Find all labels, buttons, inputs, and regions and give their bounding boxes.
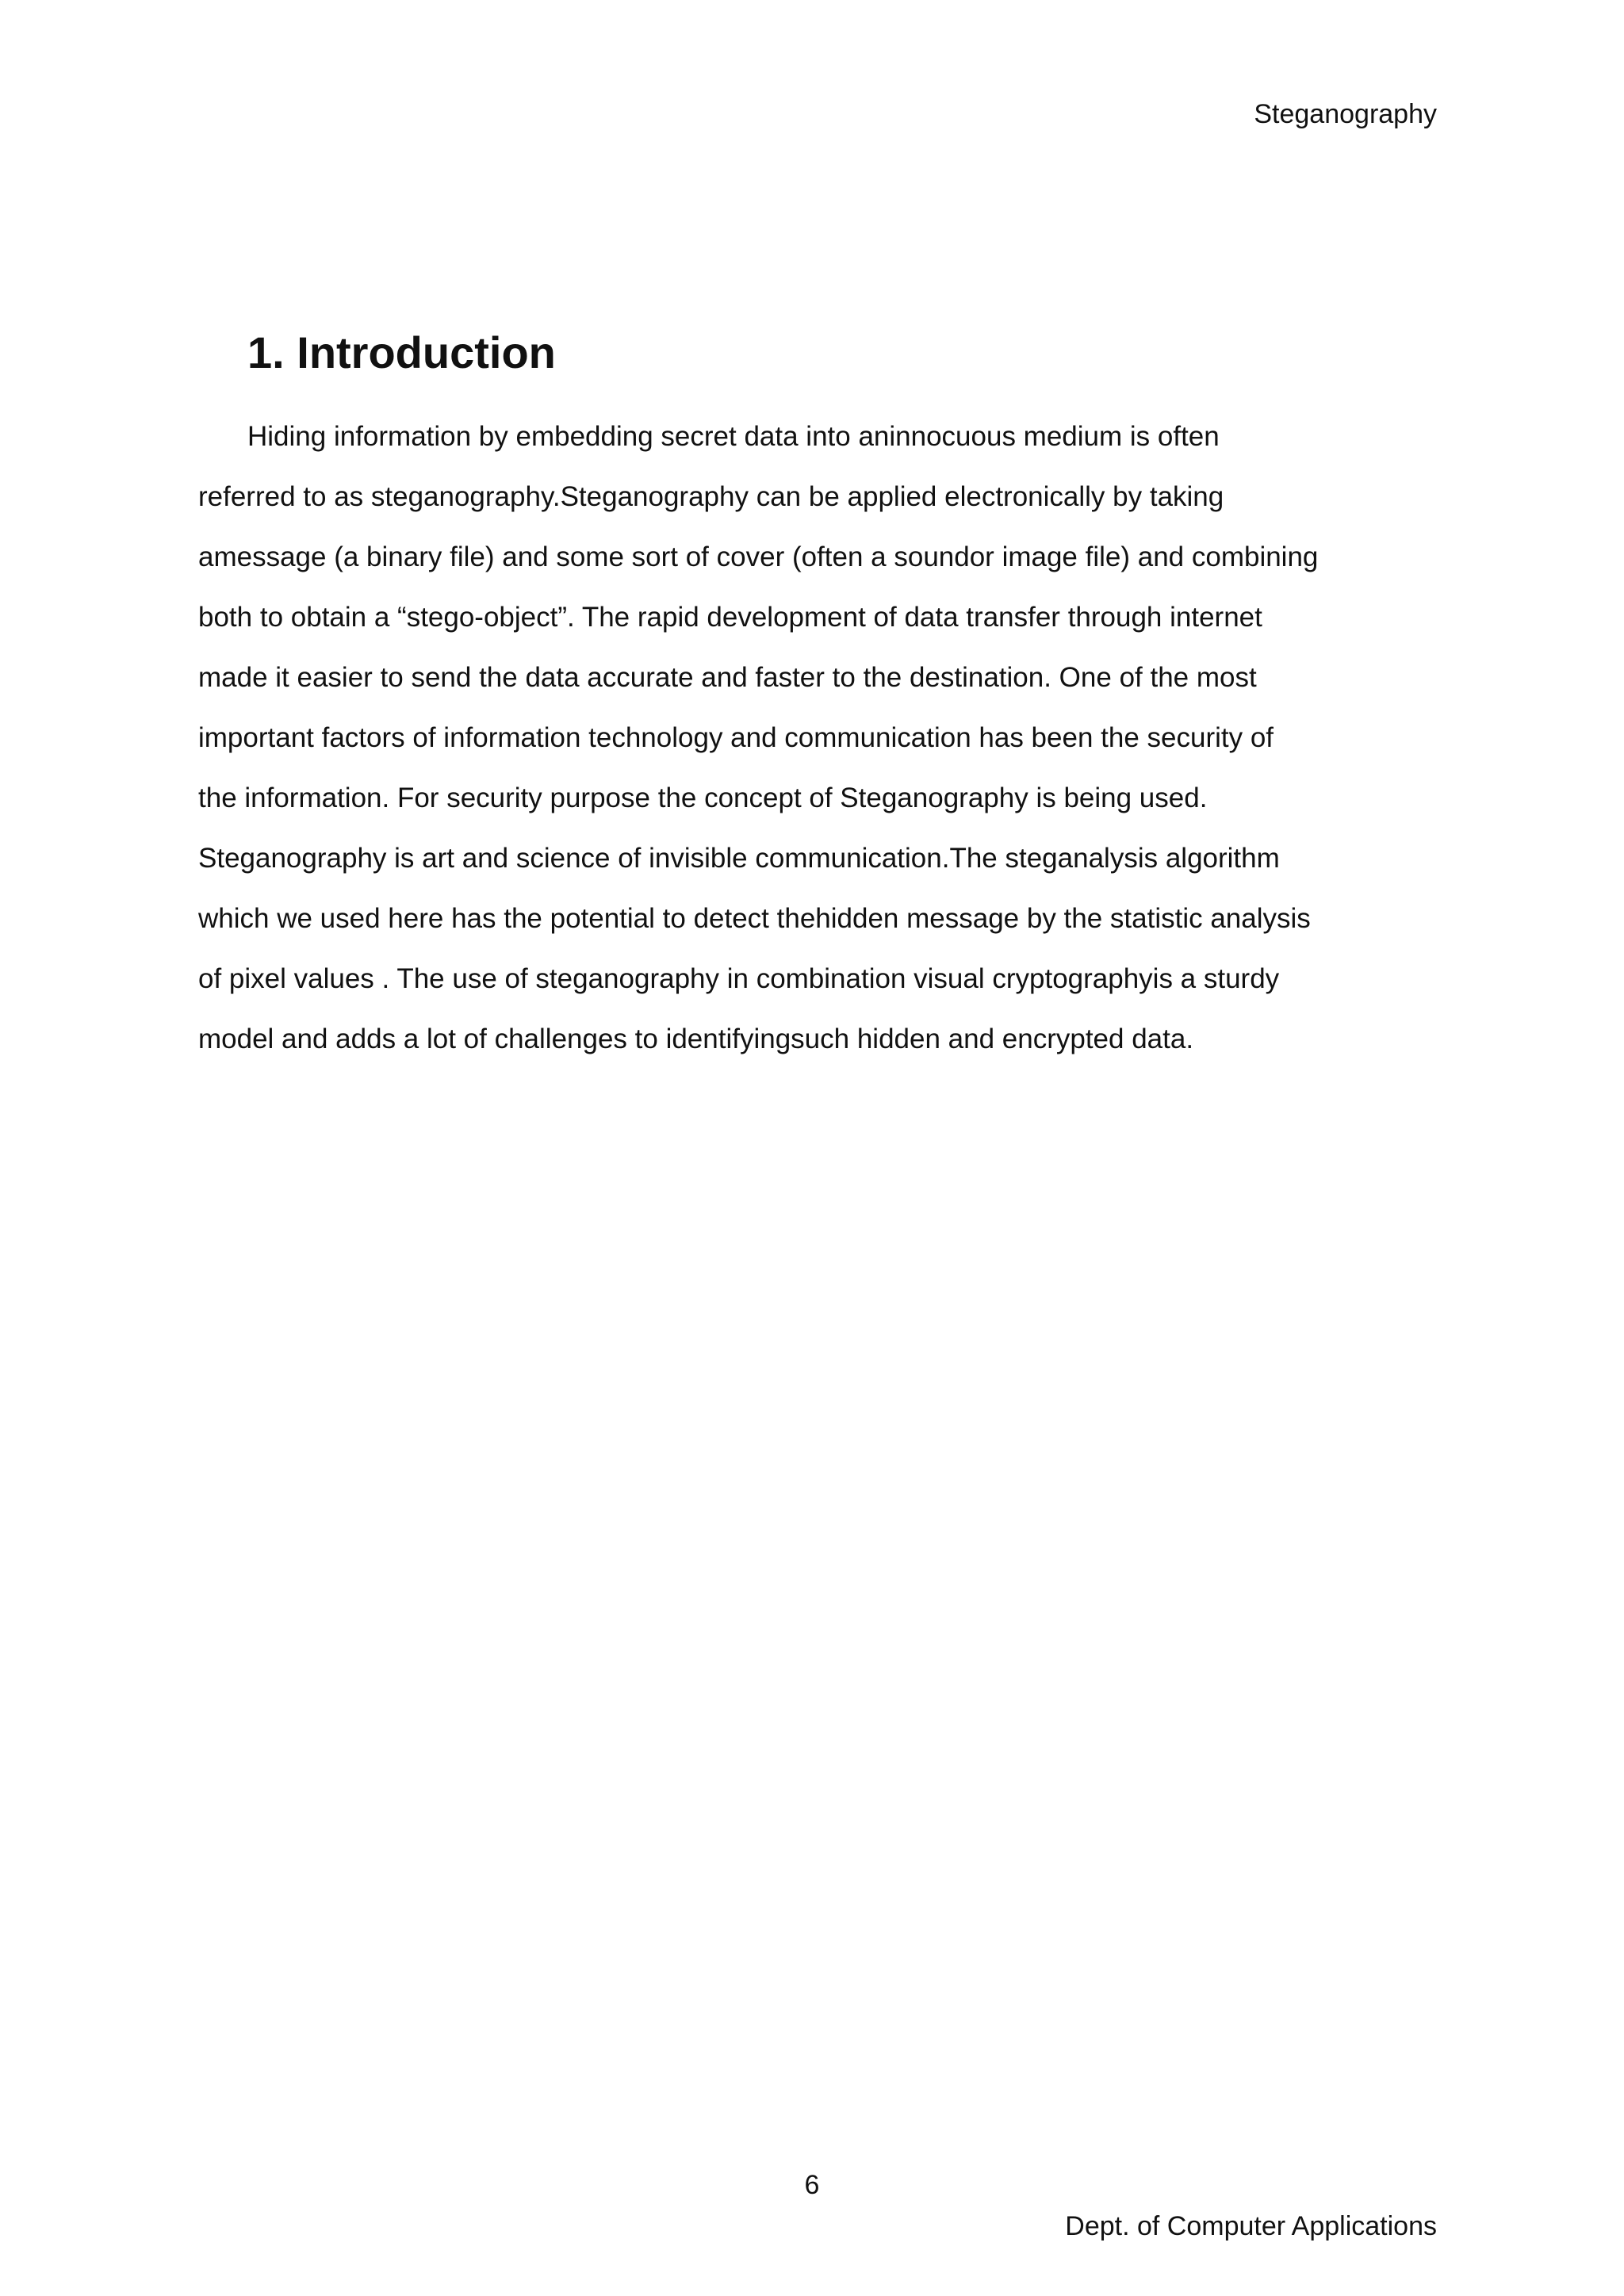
section-title: 1. Introduction xyxy=(247,327,556,377)
body-line: of pixel values . The use of steganography in combination visual cryptographyis a sturdy xyxy=(198,963,1280,994)
body-line: the information. For security purpose the concept of Steganography is being used. xyxy=(198,783,1208,813)
body-line: model and adds a lot of challenges to identifyingsuch hidden and encrypted data. xyxy=(198,1024,1194,1054)
page-number: 6 xyxy=(804,2170,820,2200)
body-line: Hiding information by embedding secret data into aninnocuous medium is often xyxy=(247,421,1220,452)
running-footer: Dept. of Computer Applications xyxy=(1065,2211,1437,2241)
body-line: Steganography is art and science of invisible communication.The steganalysis algorithm xyxy=(198,843,1280,874)
body-line: which we used here has the potential to detect thehidden message by the statistic analysis xyxy=(198,903,1311,934)
body-line: amessage (a binary file) and some sort of cover (often a soundor image file) and combining xyxy=(198,541,1319,572)
body-line: referred to as steganography.Steganography can be applied electronically by taking xyxy=(198,481,1224,512)
body-paragraph xyxy=(198,415,1435,1077)
body-line: both to obtain a “stego-object”. The rapid development of data transfer through internet xyxy=(198,602,1262,633)
running-header: Steganography xyxy=(1254,99,1437,129)
body-line: made it easier to send the data accurate and faster to the destination. One of the most xyxy=(198,662,1257,693)
body-line: important factors of information technology and communication has been the security of xyxy=(198,722,1274,753)
